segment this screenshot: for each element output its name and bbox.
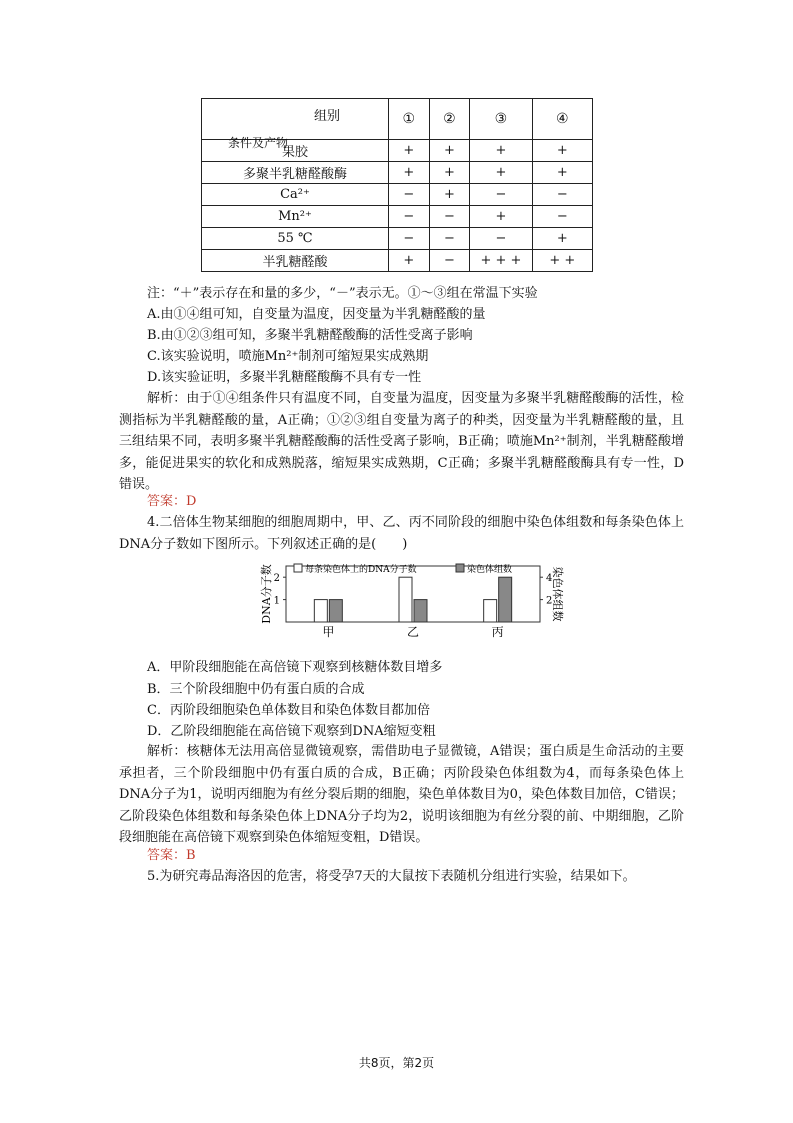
bar-dna-2	[484, 600, 497, 622]
table-note: 注：“＋”表示存在和量的多少，“－”表示无。①～③组在常温下实验	[147, 286, 538, 301]
row-label: 55 ℃	[202, 228, 389, 250]
bar-chromosome-1	[414, 600, 427, 622]
table-cell: −	[388, 206, 429, 228]
table-cell: −	[429, 206, 470, 228]
table-cell: +	[429, 162, 470, 184]
table-cell: −	[470, 184, 532, 206]
row-label: 半乳糖醛酸	[202, 250, 389, 272]
legend-label-chromosome: 染色体组数	[467, 565, 513, 575]
table-row	[202, 162, 593, 184]
column-header: ②	[429, 99, 470, 140]
bar-chromosome-2	[499, 577, 512, 622]
option-d: D.该实验证明，多聚半乳糖醛酸酶不具有专一性	[147, 370, 422, 385]
table-row	[202, 206, 593, 228]
header-diagonal-cell	[202, 99, 389, 150]
row-label: 果胶	[202, 140, 389, 162]
bar-dna-1	[399, 577, 412, 622]
q4-option-c: C．丙阶段细胞染色单体数目和染色体数目都加倍	[147, 703, 430, 718]
table-cell: +	[388, 140, 429, 162]
category-label: 丙	[491, 625, 504, 639]
experiment-table	[201, 98, 593, 272]
table-cell: + + +	[470, 250, 532, 272]
legend-label-dna: 每条染色体上的DNA分子数	[305, 565, 417, 575]
option-a: A.由①④组可知，自变量为温度，因变量为半乳糖醛酸的量	[147, 307, 486, 322]
table-cell: −	[388, 184, 429, 206]
table-cell: +	[429, 140, 470, 162]
table-row	[202, 250, 593, 272]
q4-answer: 答案：B	[147, 848, 196, 863]
table-cell: +	[470, 206, 532, 228]
table-cell: +	[429, 184, 470, 206]
table-cell: + +	[532, 250, 592, 272]
option-b: B.由①②③组可知，多聚半乳糖醛酸酶的活性受离子影响	[147, 328, 473, 343]
dna-chromosome-bar-chart	[258, 560, 564, 642]
table-cell: +	[532, 228, 592, 250]
table-cell: +	[388, 162, 429, 184]
table-cell: −	[532, 184, 592, 206]
q5-stem: 5.为研究毒品海洛因的危害，将受孕7天的大鼠按下表随机分组进行实验，结果如下。	[147, 869, 636, 884]
q4-option-d: D．乙阶段细胞能在高倍镜下观察到DNA缩短变粗	[147, 724, 436, 739]
table-cell: +	[470, 140, 532, 162]
table-row	[202, 228, 593, 250]
table-cell: −	[429, 250, 470, 272]
category-label: 甲	[322, 625, 335, 639]
column-header: ①	[388, 99, 429, 140]
header-group-label: 组别	[314, 109, 341, 124]
q4-option-b: B．三个阶段细胞中仍有蛋白质的合成	[147, 682, 365, 697]
table-cell: −	[470, 228, 532, 250]
right-axis-label: 染色体组数	[551, 566, 564, 622]
table-cell: −	[388, 228, 429, 250]
q4-stem: 4.二倍体生物某细胞的细胞周期中，甲、乙、丙不同阶段的细胞中染色体组数和每条染色体上DNA分子数如下图所示。下列叙述正确的是( )	[119, 515, 684, 552]
right-tick-label: 2	[546, 595, 553, 607]
legend-swatch-dna	[294, 564, 302, 572]
header-condition-label: 条件及产物	[228, 136, 289, 150]
q3-analysis: 解析：由于①④组条件只有温度不同，自变量为温度，因变量为多聚半乳糖醛酸酶的活性，检测指标为半乳糖醛酸的量，A正确；①②③组自变量为离子的种类，因变量为半乳糖醛酸的量，且三组结果不同，表明多聚半乳糖醛酸酶的活性受离子影响，B正确；喷施Mn²⁺制剂，半乳糖醛酸增多，能促进果实的软化和成熟脱落，缩短果实成熟期，C正确；多聚半乳糖醛酸酶具有专一性，D错误。	[119, 391, 684, 492]
table-cell: +	[532, 140, 592, 162]
legend-swatch-chromosome	[456, 564, 464, 572]
left-axis-label: DNA分子数	[260, 564, 273, 624]
column-header: ③	[470, 99, 532, 140]
table-header-row	[202, 99, 593, 140]
table-cell: −	[532, 206, 592, 228]
row-label: 多聚半乳糖醛酸酶	[202, 162, 389, 184]
q4-analysis: 解析：核糖体无法用高倍显微镜观察，需借助电子显微镜，A错误；蛋白质是生命活动的主要承担者，三个阶段细胞中仍有蛋白质的合成，B正确；丙阶段染色体组数为4，而每条染色体上DNA分子为1，说明丙细胞为有丝分裂后期的细胞，染色单体数目为0，染色体数目加倍，C错误；乙阶段染色体组数和每条染色体上DNA分子均为2，说明该细胞为有丝分裂的前、中期细胞，乙阶段细胞能在高倍镜下观察到染色体缩短变粗，D错误。	[119, 744, 684, 845]
table-cell: +	[532, 162, 592, 184]
table-cell: −	[429, 228, 470, 250]
category-label: 乙	[406, 625, 420, 639]
row-label: Mn²⁺	[202, 206, 389, 228]
bar-dna-0	[314, 600, 327, 622]
table-cell: +	[388, 250, 429, 272]
column-header: ④	[532, 99, 592, 140]
q3-answer: 答案：D	[147, 494, 197, 509]
table-row	[202, 184, 593, 206]
table-cell: +	[470, 162, 532, 184]
row-label: Ca²⁺	[202, 184, 389, 206]
q4-option-a: A．甲阶段细胞能在高倍镜下观察到核糖体数目增多	[147, 660, 443, 675]
option-c: C.该实验说明，喷施Mn²⁺制剂可缩短果实成熟期	[147, 349, 429, 364]
left-tick-label: 2	[273, 573, 280, 585]
left-tick-label: 1	[273, 595, 280, 607]
page-footer: 共8页，第2页	[358, 1056, 435, 1070]
right-tick-label: 4	[546, 573, 553, 585]
bar-chromosome-0	[329, 600, 342, 622]
